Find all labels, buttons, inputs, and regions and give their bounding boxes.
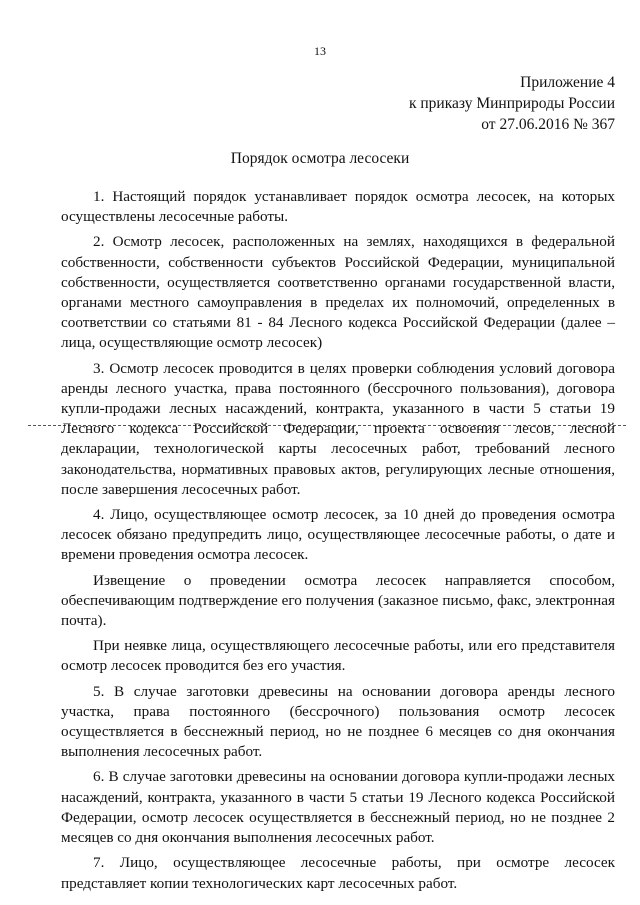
paragraph-1: 1. Настоящий порядок устанавливает порядок осмотра лесосек, на которых осуществлены лесосечные работы. (61, 188, 615, 226)
paragraph-6: 6. В случае заготовки древесины на основании договора купли-продажи лесных насаждений, контракта, указанного в части 5 статьи 19 Лесного кодекса Российской Федерации, осмотр лесосек осуществляется в бесснежный период, но не позднее 2 месяцев со дня окончания выполнения лесосечных работ. (61, 768, 615, 847)
appendix-line-2: к приказу Минприроды России (408, 95, 615, 112)
document-title: Порядок осмотра лесосеки (230, 150, 410, 167)
appendix-line-3: от 27.06.2016 № 367 (481, 116, 615, 133)
page-number: 13 (314, 44, 326, 58)
paragraph-7: 7. Лицо, осуществляющее лесосечные работы, при осмотре лесосек представляет копии технологических карт лесосечных работ. (61, 854, 615, 892)
document-body (61, 187, 615, 899)
paragraph-5: 5. В случае заготовки древесины на основании договора аренды лесного участка, права постоянного (бессрочного) пользования осмотр лесосек осуществляется в бесснежный период, но не позднее 6 месяцев со дня окончания выполнения лесосечных работ. (61, 682, 615, 761)
paragraph-4: 4. Лицо, осуществляющее осмотр лесосек, за 10 дней до проведения осмотра лесосек обязано предупредить лицо, осуществляющее лесосечные работы, о дате и времени проведения осмотра лесосек. (61, 506, 615, 564)
paragraph-absence: При неявке лица, осуществляющего лесосечные работы, или его представителя осмотр лесосек проводится без его участия. (61, 637, 615, 675)
paragraph-notice: Извещение о проведении осмотра лесосек направляется способом, обеспечивающим подтверждение его получения (заказное письмо, факс, электронная почта). (61, 571, 615, 630)
appendix-header (409, 72, 615, 135)
paragraph-2: 2. Осмотр лесосек, расположенных на землях, находящихся в федеральной собственности, собственности субъектов Российской Федерации, муниципальной собственности, осуществляется соответственно органами государственной власти, органами местного самоуправления в пределах их полномочий, определенных в соответствии со статьями 81 - 84 Лесного кодекса Российской Федерации (далее – лица, осуществляющие осмотр лесосек) (61, 233, 615, 352)
appendix-line-1: Приложение 4 (520, 74, 615, 91)
paragraph-3: 3. Осмотр лесосек проводится в целях проверки соблюдения условий договора аренды лесного участка, права постоянного (бессрочного пользования), договора купли-продажи лесных насаждений, контракта, указанного в части 5 статьи 19 Лесного кодекса Российской Федерации, проекта освоения лесов, лесной декларации, технологической карты лесосечных работ, требований лесного законодательства, нормативных правовых актов, регулирующих лесные отношения, после завершения лесосечных работ. (61, 359, 615, 498)
